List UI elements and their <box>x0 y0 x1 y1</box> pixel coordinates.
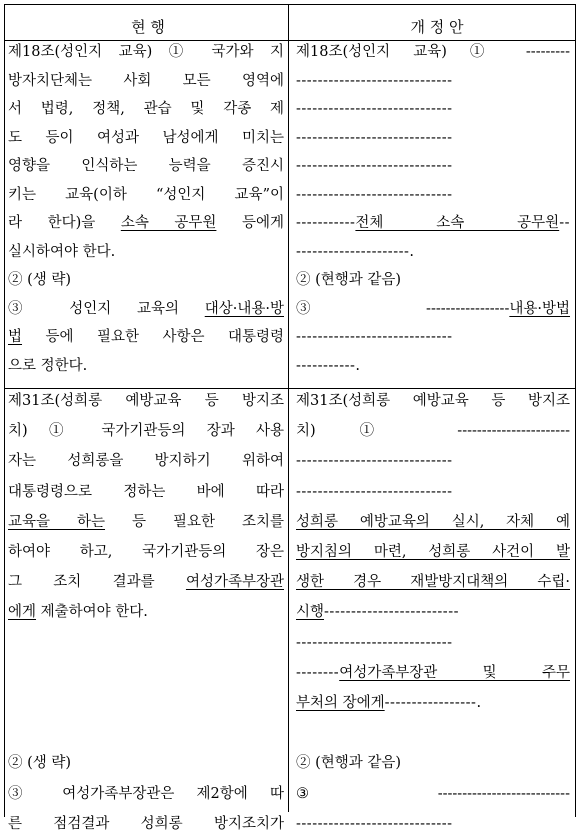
left_col-art31-line: 그 조치 결과를 여성가족부장관 <box>8 574 284 591</box>
left_col-art31-line: 른 점검결과 성희롱 방지조치가 <box>8 815 284 832</box>
row-divider <box>4 388 576 389</box>
right_col-art18-line: -----------. <box>296 357 361 374</box>
left_col-art31-line: 대통령령으로 정하는 바에 따라 <box>8 483 284 500</box>
left_col-art31-line: 자는 성희롱을 방지하기 위하여 <box>8 453 284 470</box>
right_col-art31-line: 부처의 장에게-----------------. <box>296 695 482 711</box>
right_col-art18-line: ----------------------------- <box>296 329 453 345</box>
right_col-art31-line: ----------------------------- <box>296 453 453 470</box>
left_col-art31-line: 하여야 하고, 국가기관등의 장은 <box>8 544 284 560</box>
right_col-art18-line: -----------전체 소속 공무원-- <box>296 215 570 231</box>
left_col-art18-line: 라 한다)을 소속 공무원 등에게 <box>8 215 284 231</box>
right_col-art31-line: 성희롱 예방교육의 실시, 자체 예 <box>296 513 570 530</box>
right_col-art31-line: ③ --------------------------- <box>296 785 570 802</box>
right_col-art31-line: 생한 경우 재발방지대책의 수립· <box>296 574 570 591</box>
right_col-art31-line: 제31조(성희롱 예방교육 등 방지조 <box>296 393 570 409</box>
left_col-art18-line: 실시하여야 한다. <box>8 243 116 260</box>
right_col-art18-line: ③ -----------------내용·방법 <box>296 300 570 317</box>
right_col-art31-line: ----------------------------- <box>296 815 453 832</box>
right_col-art31-line: ----------------------------- <box>296 634 453 651</box>
right_col-art18-line: ----------------------------- <box>296 186 453 203</box>
right_col-art31-line: 시행------------------------- <box>296 604 460 621</box>
column-divider <box>288 4 289 812</box>
left_col-art18-line: 으로 정한다. <box>8 357 88 374</box>
right_col-art18-line: ----------------------------- <box>296 72 453 89</box>
table-header <box>4 4 576 41</box>
header-current: 현 행 <box>131 18 165 36</box>
left_col-art18-line: 제18조(성인지 교육) ① 국가와 지 <box>8 44 284 60</box>
left_col-art31-line: ② (생 략) <box>8 755 72 772</box>
right_col-art18-line: ---------------------. <box>296 243 415 260</box>
left_col-art31-line: 치) ① 국가기관등의 장과 사용 <box>8 423 284 440</box>
right_col-art18-line: ----------------------------- <box>296 129 453 146</box>
left_col-art18-line: 키는 교육(이하 “성인지 교육”이 <box>8 186 284 203</box>
left_col-art31-line: ③ 여성가족부장관은 제2항에 따 <box>8 785 284 802</box>
right_col-art18-line: ② (현행과 같음) <box>296 272 402 288</box>
left_col-art18-line: ③ 성인지 교육의 대상·내용·방 <box>8 300 284 317</box>
left_col-art18-line: 영향을 인식하는 능력을 증진시 <box>8 158 284 174</box>
left_col-art18-line: 도 등이 여성과 남성에게 미치는 <box>8 129 284 146</box>
right_col-art31-line: 방지침의 마련, 성희롱 사건이 발 <box>296 544 570 560</box>
left_col-art31-line: 제31조(성희롱 예방교육 등 방지조 <box>8 393 284 409</box>
left_col-art18-line: ② (생 략) <box>8 272 72 288</box>
right_col-art31-line: --------여성가족부장관 및 주무 <box>296 664 570 681</box>
left_col-art18-line: 방자치단체는 사회 모든 영역에 <box>8 72 284 89</box>
right_col-art18-line: ----------------------------- <box>296 101 453 117</box>
left_col-art31-line: 교육을 하는 등 필요한 조치를 <box>8 513 284 530</box>
right_col-art31-line: ----------------------------- <box>296 483 453 500</box>
left_col-art18-line: 법 등에 필요한 사항은 대통령령 <box>8 329 284 345</box>
left_col-art31-line: 에게 제출하여야 한다. <box>8 604 148 621</box>
right_col-art31-line: 치) ① ----------------------- <box>296 423 570 440</box>
header-proposed: 개 정 안 <box>410 18 464 36</box>
right_col-art18-line: ----------------------------- <box>296 158 453 174</box>
left_col-art18-line: 서 법령, 정책, 관습 및 각종 제 <box>8 101 284 117</box>
right_col-art18-line: 제18조(성인지 교육) ① --------- <box>296 44 570 60</box>
right_col-art31-line: ② (현행과 같음) <box>296 755 402 772</box>
